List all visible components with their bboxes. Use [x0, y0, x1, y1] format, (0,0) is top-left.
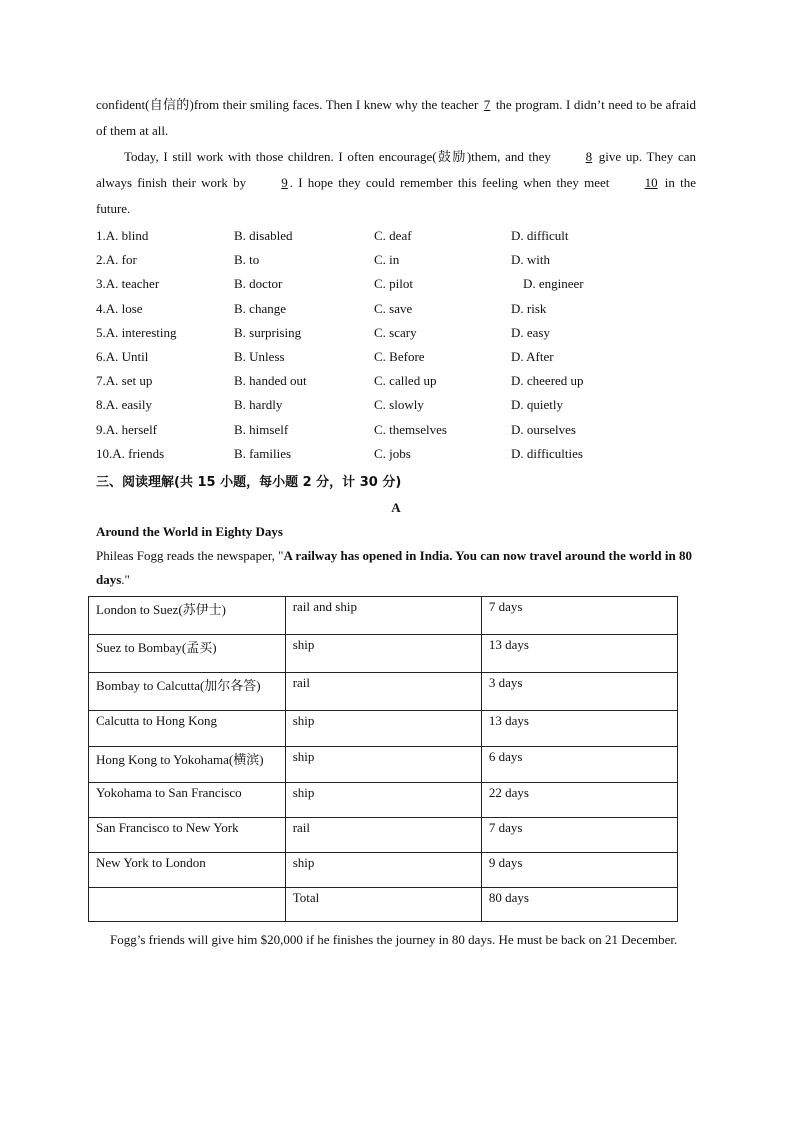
blank-9: 9	[281, 175, 288, 190]
passage-title: Around the World in Eighty Days	[96, 523, 283, 539]
table-cell-route: Yokohama to San Francisco	[89, 782, 286, 817]
option-a: 2.A. for	[96, 252, 137, 268]
table-cell-duration: 22 days	[481, 782, 677, 817]
table-cell-empty	[89, 887, 286, 921]
option-b: B. families	[234, 445, 292, 461]
table-cell-transport: ship	[285, 634, 481, 672]
cloze-paragraph-2	[96, 144, 696, 222]
option-c: C. pilot	[374, 276, 414, 292]
cloze-paragraph-1	[96, 92, 696, 144]
option-d: D. ourselves	[511, 421, 576, 437]
table-cell-transport: ship	[285, 746, 481, 782]
option-row	[96, 418, 696, 442]
blank-10: 10	[644, 175, 658, 190]
option-b: B. himself	[234, 421, 289, 437]
table-cell-duration: 7 days	[481, 596, 677, 634]
option-a: 8.A. easily	[96, 397, 152, 413]
table-row-total	[89, 887, 678, 921]
table-cell-route: Bombay to Calcutta(加尔各答)	[89, 672, 286, 710]
option-d: D. engineer	[523, 276, 584, 292]
table-row	[89, 596, 678, 634]
table-cell-transport: rail	[285, 817, 481, 852]
intro-bold-text: A railway has opened in India. You can now travel around the world in 80 days	[96, 547, 692, 587]
table-cell-duration: 13 days	[481, 634, 677, 672]
option-d: D. with	[511, 252, 550, 268]
option-a: 6.A. Until	[96, 349, 149, 365]
intro-text-a: Phileas Fogg reads the newspaper, "	[96, 547, 284, 563]
option-a: 3.A. teacher	[96, 276, 160, 292]
para2-text-a: Today, I still work with those children. I often encourage(鼓励)them, and they	[124, 149, 556, 164]
option-b: B. handed out	[234, 373, 307, 389]
table-cell-transport: rail and ship	[285, 596, 481, 634]
option-a: 9.A. herself	[96, 421, 158, 437]
option-c: C. jobs	[374, 445, 411, 461]
option-a: 4.A. lose	[96, 300, 143, 316]
option-b: B. doctor	[234, 276, 283, 292]
table-cell-duration: 9 days	[481, 852, 677, 887]
table-row	[89, 782, 678, 817]
option-b: B. Unless	[234, 349, 285, 365]
option-c: C. in	[374, 252, 400, 268]
option-c: C. scary	[374, 324, 417, 340]
option-c: C. save	[374, 300, 413, 316]
closing-paragraph: Fogg’s friends will give him $20,000 if he finishes the journey in 80 days. He must be back on 21 December.	[110, 931, 678, 947]
journey-table	[88, 596, 678, 922]
blank-7: 7	[483, 97, 491, 112]
para2-text-d: in the future.	[96, 175, 696, 216]
para2-text-b: give up. They can always finish their work by	[96, 149, 696, 190]
table-row	[89, 746, 678, 782]
option-d: D. difficulties	[511, 445, 583, 461]
option-row	[96, 345, 696, 369]
table-row	[89, 852, 678, 887]
option-a: 10.A. friends	[96, 445, 165, 461]
table-cell-duration: 6 days	[481, 746, 677, 782]
table-cell-duration: 7 days	[481, 817, 677, 852]
table-cell-transport: rail	[285, 672, 481, 710]
option-c: C. slowly	[374, 397, 424, 413]
option-b: B. disabled	[234, 228, 293, 244]
option-row	[96, 369, 696, 393]
option-row	[96, 393, 696, 417]
table-cell-duration: 13 days	[481, 710, 677, 746]
option-row	[96, 442, 696, 466]
para1-text-a: confident(自信的)from their smiling faces. Then I knew why the teacher	[96, 97, 482, 112]
option-c: C. Before	[374, 349, 425, 365]
table-cell-route: Hong Kong to Yokohama(横滨)	[89, 746, 286, 782]
option-b: B. surprising	[234, 324, 302, 340]
table-cell-duration: 3 days	[481, 672, 677, 710]
table-cell-route: San Francisco to New York	[89, 817, 286, 852]
option-b: B. change	[234, 300, 286, 316]
table-cell-transport: ship	[285, 782, 481, 817]
table-cell-route: Suez to Bombay(孟买)	[89, 634, 286, 672]
table-cell-route: London to Suez(苏伊士)	[89, 596, 286, 634]
para2-text-c: . I hope they could remember this feeling when they meet	[289, 175, 615, 190]
document-page	[96, 92, 696, 952]
table-row	[89, 710, 678, 746]
blank-8: 8	[585, 149, 593, 164]
option-d: D. difficult	[511, 228, 569, 244]
table-cell-transport: ship	[285, 710, 481, 746]
passage-intro	[96, 544, 696, 592]
option-b: B. to	[234, 252, 260, 268]
table-cell-route: Calcutta to Hong Kong	[89, 710, 286, 746]
option-row	[96, 272, 696, 296]
option-d: D. risk	[511, 300, 547, 316]
option-c: C. deaf	[374, 228, 412, 244]
table-row	[89, 817, 678, 852]
table-cell-total-value: 80 days	[481, 887, 677, 921]
option-a: 7.A. set up	[96, 373, 153, 389]
option-row	[96, 297, 696, 321]
options-list	[96, 224, 696, 466]
option-c: C. themselves	[374, 421, 447, 437]
option-a: 5.A. interesting	[96, 324, 177, 340]
option-d: D. quietly	[511, 397, 563, 413]
table-row	[89, 634, 678, 672]
section-heading: 三、阅读理解(共 15 小题，每小题 2 分，计 30 分)	[96, 474, 402, 490]
option-row	[96, 224, 696, 248]
table-cell-route: New York to London	[89, 852, 286, 887]
option-c: C. called up	[374, 373, 437, 389]
option-d: D. cheered up	[511, 373, 584, 389]
para1-text-b: the program. I didn’t need to be afraid of them at all.	[96, 97, 696, 138]
option-row	[96, 248, 696, 272]
option-row	[96, 321, 696, 345]
option-b: B. hardly	[234, 397, 283, 413]
option-a: 1.A. blind	[96, 228, 149, 244]
table-cell-transport: ship	[285, 852, 481, 887]
option-d: D. easy	[511, 324, 550, 340]
table-row	[89, 672, 678, 710]
passage-letter: A	[391, 499, 401, 515]
table-cell-total-label: Total	[285, 887, 481, 921]
intro-text-b: ."	[121, 571, 130, 587]
option-d: D. After	[511, 349, 554, 365]
